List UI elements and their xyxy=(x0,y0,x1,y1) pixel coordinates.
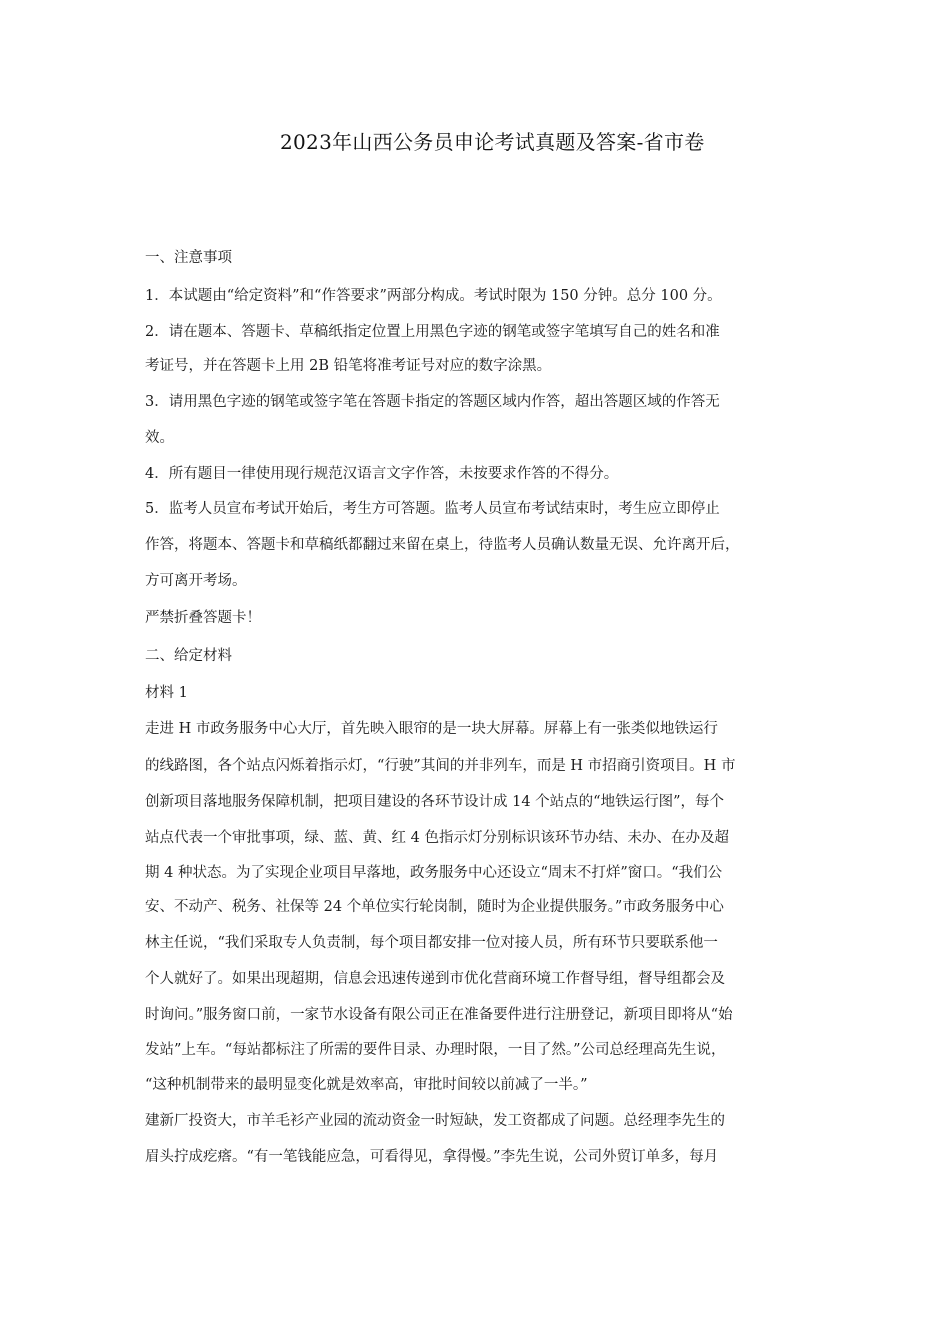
section-heading-notes: 一、注意事项 xyxy=(145,250,232,266)
paragraph-line: 安、不动产、税务、社保等 24 个单位实行轮岗制，随时为企业提供服务。”市政务服务中心 xyxy=(145,899,724,915)
paragraph-line: 创新项目落地服务保障机制，把项目建设的各环节设计成 14 个站点的“地铁运行图”，每个 xyxy=(145,794,724,810)
paragraph-line: 严禁折叠答题卡！ xyxy=(145,610,261,626)
paragraph-line: 2．请在题本、答题卡、草稿纸指定位置上用黑色字迹的钢笔或签字笔填写自己的姓名和准 xyxy=(145,324,720,340)
paragraph-line: 考证号，并在答题卡上用 2B 铅笔将准考证号对应的数字涂黑。 xyxy=(145,358,552,374)
material-label: 材料 1 xyxy=(145,685,188,701)
paragraph-line: 4．所有题目一律使用现行规范汉语言文字作答，未按要求作答的不得分。 xyxy=(145,466,619,482)
paragraph-line: 林主任说，“我们采取专人负责制，每个项目都安排一位对接人员，所有环节只要联系他一 xyxy=(145,935,718,951)
paragraph-line: 作答，将题本、答题卡和草稿纸都翻过来留在桌上，待监考人员确认数量无误、允许离开后， xyxy=(145,537,740,553)
paragraph-line: 发站”上车。“每站都标注了所需的要件目录、办理时限，一目了然。”公司总经理高先生说， xyxy=(145,1042,726,1058)
paragraph-line: “这种机制带来的最明显变化就是效率高，审批时间较以前减了一半。” xyxy=(145,1077,588,1093)
paragraph-line: 方可离开考场。 xyxy=(145,573,247,589)
paragraph-line: 1．本试题由“给定资料”和“作答要求”两部分构成。考试时限为 150 分钟。总分 100 分。 xyxy=(145,288,722,304)
paragraph-line: 期 4 种状态。为了实现企业项目早落地，政务服务中心还设立“周末不打烊”窗口。“我们公 xyxy=(145,865,723,881)
paragraph-line: 个人就好了。如果出现超期，信息会迅速传递到市优化营商环境工作督导组，督导组都会及 xyxy=(145,971,725,987)
paragraph-line: 时询问。”服务窗口前，一家节水设备有限公司正在准备要件进行注册登记，新项目即将从“始 xyxy=(145,1007,733,1023)
paragraph-line: 3．请用黑色字迹的钢笔或签字笔在答题卡指定的答题区域内作答，超出答题区域的作答无 xyxy=(145,394,720,410)
paragraph-line: 效。 xyxy=(145,430,174,446)
paragraph-line: 眉头拧成疙瘩。“有一笔钱能应急，可看得见，拿得慢。”李先生说，公司外贸订单多，每月 xyxy=(145,1149,719,1165)
paragraph-line: 建新厂投资大，市羊毛衫产业园的流动资金一时短缺，发工资都成了问题。总经理李先生的 xyxy=(145,1113,725,1129)
paragraph-line: 5．监考人员宣布考试开始后，考生方可答题。监考人员宣布考试结束时，考生应立即停止 xyxy=(145,501,720,517)
document-title: 2023年山西公务员申论考试真题及答案-省市卷 xyxy=(280,130,705,154)
paragraph-line: 的线路图，各个站点闪烁着指示灯，“行驶”其间的并非列车，而是 H 市招商引资项目。H 市 xyxy=(145,758,736,774)
section-heading-materials: 二、给定材料 xyxy=(145,648,232,664)
paragraph-line: 走进 H 市政务服务中心大厅，首先映入眼帘的是一块大屏幕。屏幕上有一张类似地铁运行 xyxy=(145,721,718,737)
paragraph-line: 站点代表一个审批事项，绿、蓝、黄、红 4 色指示灯分别标识该环节办结、未办、在办及超 xyxy=(145,830,729,846)
